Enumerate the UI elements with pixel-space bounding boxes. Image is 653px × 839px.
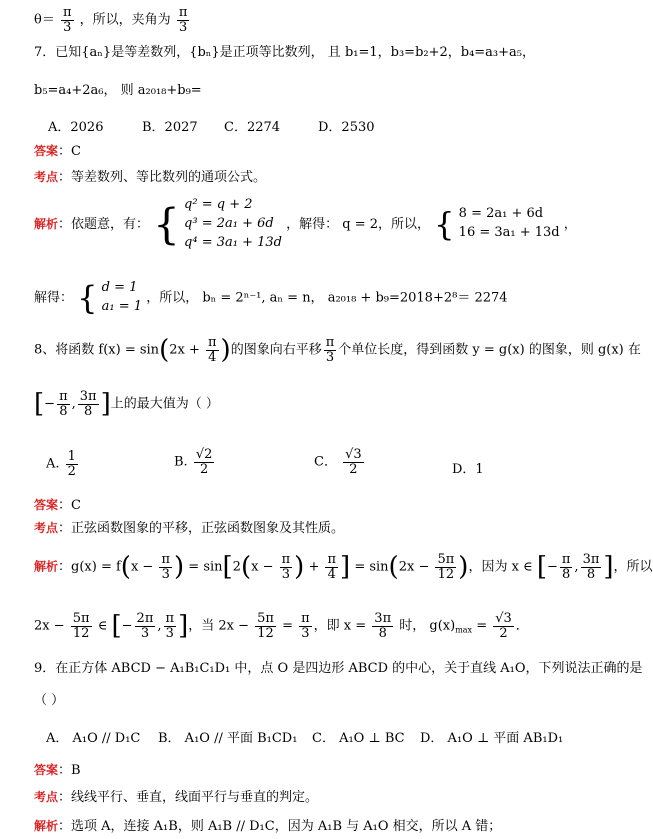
frac-den: 2 xyxy=(349,461,358,477)
frac-pi-3 xyxy=(164,612,177,640)
frac-den: 2 xyxy=(499,625,508,641)
frac-3pi-8 xyxy=(581,553,602,581)
frac-3pi-8 xyxy=(78,390,99,418)
jiexi-label: 解析 xyxy=(34,559,59,574)
jiexi-text: ． xyxy=(515,618,529,634)
frac-num: π xyxy=(165,611,175,626)
frac-den: 8 xyxy=(84,403,93,419)
option-letter: B. xyxy=(174,454,188,470)
bracket-open: [ xyxy=(536,552,547,583)
frac-pi-3 xyxy=(61,6,74,34)
frac-num: 2π xyxy=(136,611,154,626)
jiexi-text: = xyxy=(472,618,492,634)
q8-text-a: 8、将函数 f(x) = sin xyxy=(34,342,160,358)
jiexi-text: 时， g(x) xyxy=(395,618,456,634)
frac-pi-3 xyxy=(324,336,337,364)
frac-den: 3 xyxy=(178,19,188,35)
frac-den: 8 xyxy=(562,566,571,582)
answer-label: 答案 xyxy=(34,498,59,512)
line0-text: ，所以，夹角为 xyxy=(79,12,171,28)
q7-answer xyxy=(34,145,81,158)
left-brace: { xyxy=(77,278,98,317)
frac-num: π xyxy=(62,5,72,20)
frac-sqrt3-2 xyxy=(493,612,514,640)
q9-stem-line2: （ ） xyxy=(34,693,65,708)
frac-2pi-3 xyxy=(135,612,156,640)
answer-value: ：C xyxy=(58,144,81,159)
jiexi-text: 2x − xyxy=(398,559,434,575)
eq-row: q³ = 2a₁ + 6d xyxy=(184,215,274,231)
kaodian-text: ：等差数列、等比数列的通项公式。 xyxy=(58,170,267,185)
q7-option-a: A．2026 xyxy=(48,120,104,135)
frac xyxy=(343,448,364,476)
kaodian-label: 考点 xyxy=(34,790,59,804)
frac-num: π xyxy=(325,335,335,350)
frac-num: 3π xyxy=(582,552,600,567)
bracket-close: ] xyxy=(100,389,111,420)
jiexi-text: ，即 x = xyxy=(313,618,371,634)
frac xyxy=(66,450,78,478)
q9-stem-line1: 9．在正方体 ABCD − A₁B₁C₁D₁ 中，点 O 是四边形 ABCD 的中心，关于直线 A₁O，下列说法正确的是 xyxy=(34,661,643,676)
frac-num: π xyxy=(281,552,291,567)
left-brace: { xyxy=(153,199,180,249)
q8-kaodian xyxy=(34,522,344,535)
q7-stem-line1: 7．已知{aₙ}是等差数列，{bₙ}是正项等比数列， 且 b₁=1，b₃=b₂+2，b₄=a₃+a₅， xyxy=(34,45,536,60)
frac-num: 3π xyxy=(374,611,392,626)
eq-row: a₁ = 1 xyxy=(101,298,143,314)
q9-option-d: D． A₁O ⊥ 平面 AB₁D₁ xyxy=(420,731,564,746)
frac-num: π xyxy=(59,389,68,404)
jiexi-mid: ，解得： q = 2，所以， xyxy=(286,216,431,232)
q9-kaodian xyxy=(34,791,318,804)
jiexi-text: + xyxy=(304,559,324,575)
frac-5pi-12 xyxy=(71,612,92,640)
bracket-open: [ xyxy=(34,389,45,420)
frac-num: π xyxy=(301,611,310,626)
frac-den: 12 xyxy=(437,566,455,582)
line-theta xyxy=(34,6,191,34)
q8-option-b xyxy=(174,448,216,476)
frac-den: 8 xyxy=(378,625,387,641)
bracket-open: [ xyxy=(222,552,233,583)
option-letter: A. xyxy=(46,456,60,472)
frac-den: 3 xyxy=(140,625,150,641)
q8-jiexi-line1: 解析：g(x) = f(x − $\frac{\pi}{3}$ ) = sin[2(x − $\frac{\pi}{3}$ ) + $\frac{\pi}{4}$ ] = sin(2x − $\frac{5\pi}{12}$ )，因为 x ∈ [− $\frac{\pi}{8}$ , $\frac{3\pi}{8}$ ]，所以 xyxy=(34,552,653,583)
answer-label: 答案 xyxy=(34,763,59,777)
frac-den: 8 xyxy=(586,566,596,582)
q7-solve xyxy=(34,279,508,317)
kaodian-label: 考点 xyxy=(34,521,59,535)
paren-close: ) xyxy=(294,552,305,583)
bracket-close: ] xyxy=(178,611,189,642)
frac-num: 5π xyxy=(437,552,455,567)
equation-system-1 xyxy=(184,196,282,253)
equation-system-3 xyxy=(102,279,142,317)
q9-answer xyxy=(34,764,81,777)
eq-row: d = 1 xyxy=(101,280,138,295)
neg-sign: − xyxy=(121,618,133,634)
bracket-close: ] xyxy=(603,552,614,583)
frac-den: 8 xyxy=(59,403,68,419)
jiexi-text: ，所以 xyxy=(613,559,653,575)
jiexi-text: x − xyxy=(251,559,278,575)
jiexi-text: 2x − xyxy=(34,618,69,634)
q8-stem-line2: [− $\frac{\pi}{8}$ , $\frac{3\pi}{8}$ ]上的最大值为（ ） xyxy=(34,389,219,420)
kaodian-label: 考点 xyxy=(34,170,59,184)
frac-num: 3π xyxy=(79,389,97,404)
paren-close: ) xyxy=(174,552,185,583)
frac-num: π xyxy=(327,552,337,567)
theta-label: θ＝ xyxy=(34,12,55,28)
solve-label: 解得： xyxy=(34,290,74,306)
frac-num: √3 xyxy=(345,447,362,462)
q8-jiexi-line2: 2x − $\frac{5\pi}{12}$ ∈ [− $\frac{2\pi}{3}$ , $\frac{\pi}{3}$ ]，当 2x − $\frac{5\pi}{12}$ = $\frac{\pi}{3}$ ，即 x = $\frac{3\pi}{8}$ 时， $g(x)_{max}$ = $\frac{√3}{2}$ ． xyxy=(34,611,529,642)
eq-row: 16 = 3a₁ + 13d xyxy=(458,225,560,241)
q8-stem-line1 xyxy=(34,336,641,364)
q9-jiexi xyxy=(34,820,501,833)
frac-den: 12 xyxy=(72,625,90,641)
q8-option-c xyxy=(314,448,366,476)
jiexi-text: 2 xyxy=(232,559,241,575)
frac-den: 3 xyxy=(165,625,174,641)
frac-den: 3 xyxy=(63,19,72,35)
frac-pi-3-b xyxy=(177,6,190,34)
jiexi-text: = xyxy=(277,618,298,634)
q7-option-b: B．2027 xyxy=(142,120,198,135)
frac-num: 5π xyxy=(72,611,90,626)
q7-option-c: C．2274 xyxy=(224,120,281,135)
frac-den: 12 xyxy=(257,625,274,641)
neg-sign: − xyxy=(44,396,56,412)
frac-den: 3 xyxy=(325,349,335,365)
frac xyxy=(194,448,215,476)
jiexi-label: 解析 xyxy=(34,216,59,231)
frac-5pi-12 xyxy=(255,612,276,640)
answer-value: ：B xyxy=(58,763,81,778)
frac-den: 4 xyxy=(208,349,217,365)
q8-line2-text: 上的最大值为（ ） xyxy=(110,396,219,412)
paren-open: ( xyxy=(240,552,252,583)
q8-answer xyxy=(34,499,81,512)
q7-stem-line2: b₅=a₄+2a₆， 则 a₂₀₁₈+b₉= xyxy=(34,83,202,98)
q8-text-b: 2x + xyxy=(169,342,204,358)
frac-3pi-8 xyxy=(372,612,393,640)
q9-option-c: C． A₁O ⊥ BC xyxy=(312,731,405,746)
left-brace: { xyxy=(434,205,455,244)
frac-num: π xyxy=(161,552,170,567)
equation-system-2 xyxy=(459,205,560,243)
eq-row: 8 = 2a₁ + 6d xyxy=(458,206,544,222)
frac-den: 2 xyxy=(67,463,76,479)
jiexi-text: ：g(x) = f xyxy=(58,559,121,575)
frac-pi-4 xyxy=(325,553,338,581)
paren-open: ( xyxy=(120,552,131,583)
q7-kaodian xyxy=(34,171,266,184)
frac-num: π xyxy=(178,5,188,20)
frac-den: 3 xyxy=(281,566,291,582)
frac-pi-3 xyxy=(159,553,172,581)
jiexi-text: ，因为 x ∈ xyxy=(468,559,537,575)
frac-den: 4 xyxy=(327,566,336,582)
frac-pi-4 xyxy=(206,336,219,364)
paren-close: ) xyxy=(220,335,231,366)
jiexi-text: = sin xyxy=(350,559,389,575)
frac-pi-8 xyxy=(57,390,70,418)
frac-pi-8 xyxy=(560,553,573,581)
frac-pi-3 xyxy=(299,612,312,640)
q8-option-a xyxy=(46,450,80,478)
kaodian-text: ：线线平行、垂直，线面平行与垂直的判定。 xyxy=(58,790,319,805)
frac-num: π xyxy=(561,552,571,567)
q9-option-b: B． A₁O // 平面 B₁CD₁ xyxy=(158,731,298,746)
answer-value: ：C xyxy=(58,498,81,513)
frac-num: √3 xyxy=(495,611,512,626)
frac-pi-3 xyxy=(280,553,293,581)
frac-5pi-12 xyxy=(435,553,456,581)
solve-rest: ，所以， bₙ = 2ⁿ⁻¹, aₙ = n， a₂₀₁₈ + b₉=2018+2⁸＝ 2274 xyxy=(146,290,508,306)
answer-label: 答案 xyxy=(34,144,59,158)
jiexi-text: ∈ xyxy=(93,618,112,634)
jiexi-intro: ：依题意，有： xyxy=(58,216,150,232)
frac-num: √2 xyxy=(195,447,213,462)
frac-num: 1 xyxy=(67,449,76,464)
jiexi-end: ， xyxy=(563,216,577,232)
paren-close: ) xyxy=(458,552,469,583)
q9-option-a: A． A₁O // D₁C xyxy=(46,731,141,746)
jiexi-text: x − xyxy=(130,559,158,575)
paren-open: ( xyxy=(388,552,399,583)
q8-option-d: D．1 xyxy=(452,462,484,477)
frac-num: 5π xyxy=(257,611,274,626)
bracket-close: ] xyxy=(340,552,351,583)
jiexi-text: ，当 2x − xyxy=(188,618,254,634)
eq-row: q² = q + 2 xyxy=(184,197,253,212)
frac-num: π xyxy=(207,335,217,350)
option-letter: C． xyxy=(314,454,337,470)
frac-den: 2 xyxy=(199,461,209,477)
jiexi-label: 解析 xyxy=(34,819,59,833)
q7-option-d: D．2530 xyxy=(318,120,375,135)
q8-text-c: 的图象向右平移 xyxy=(230,342,322,358)
eq-row: q⁴ = 3a₁ + 13d xyxy=(184,234,282,250)
frac-den: 3 xyxy=(161,566,170,582)
jiexi-text: ：选项 A，连接 A₁B，则 A₁B // D₁C，因为 A₁B 与 A₁O 相交，所以 A 错； xyxy=(58,819,502,834)
frac-den: 3 xyxy=(301,625,310,641)
jiexi-text: = sin xyxy=(184,559,223,575)
q7-jiexi xyxy=(34,196,577,253)
max-subscript: max xyxy=(455,625,473,635)
neg-sign: − xyxy=(546,559,558,575)
paren-open: ( xyxy=(159,335,170,366)
bracket-open: [ xyxy=(111,611,122,642)
kaodian-text: ：正弦函数图象的平移，正弦函数图象及其性质。 xyxy=(58,521,345,536)
q8-text-d: 个单位长度，得到函数 y = g(x) 的图象，则 g(x) 在 xyxy=(338,342,641,358)
